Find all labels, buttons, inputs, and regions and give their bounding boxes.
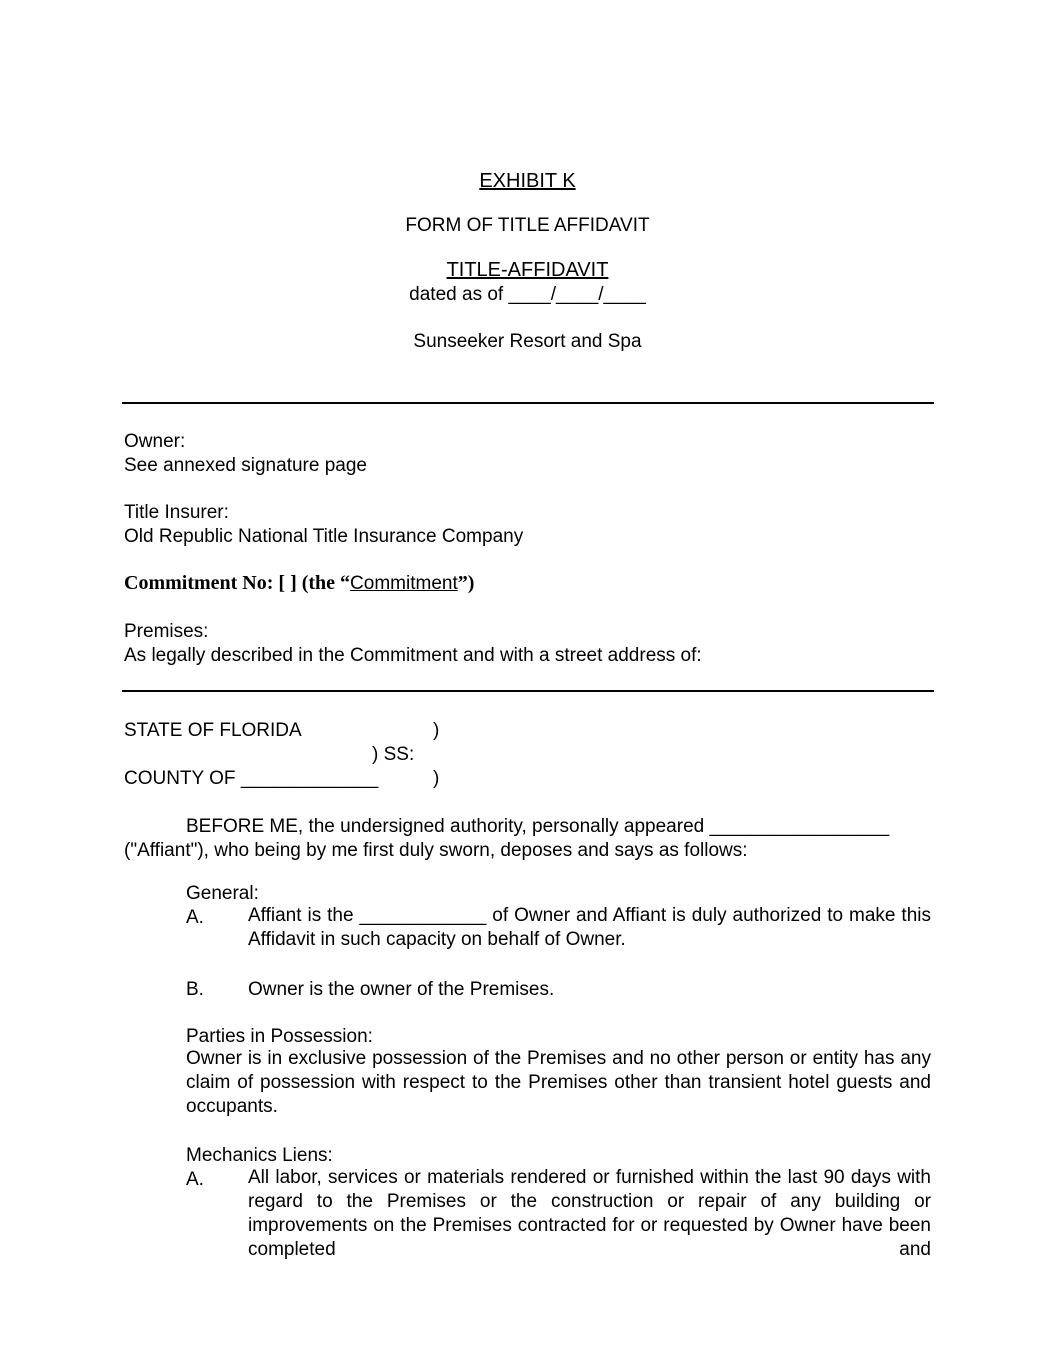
property-name: Sunseeker Resort and Spa <box>413 331 642 352</box>
document-title: TITLE-AFFIDAVIT <box>446 259 609 281</box>
dated-line: dated as of ____/____/____ <box>409 284 646 305</box>
commitment-prefix: Commitment No: [ ] (the “ <box>124 572 351 594</box>
form-title: FORM OF TITLE AFFIDAVIT <box>405 215 650 236</box>
intro-line-2: ("Affiant"), who being by me first duly sworn, deposes and says as follows: <box>124 840 748 861</box>
owner-value: See annexed signature page <box>124 455 367 476</box>
premises-value: As legally described in the Commitment and with a street address of: <box>124 645 702 666</box>
state-line: STATE OF FLORIDA <box>124 720 302 741</box>
mechanics-a-text: All labor, services or materials rendered or furnished within the last 90 days with regard to the Premises or the construction or repair of any building or improvements on the Premises contracted for or requested by Owner have been completed and <box>248 1167 931 1260</box>
bottom-rule <box>122 690 934 692</box>
commitment-suffix: ”) <box>457 572 475 594</box>
general-a-marker: A. <box>186 907 204 928</box>
possession-heading: Parties in Possession: <box>186 1026 373 1047</box>
intro-line-1: BEFORE ME, the undersigned authority, personally appeared _________________ <box>186 816 890 837</box>
general-a-text: Affiant is the ____________ of Owner and Affiant is duly authorized to make this Affidavit in such capacity on behalf of Owner. <box>248 905 931 950</box>
county-line: COUNTY OF _____________ <box>124 768 379 789</box>
owner-label: Owner: <box>124 431 186 452</box>
mechanics-a-marker: A. <box>186 1169 204 1190</box>
possession-text: Owner is in exclusive possession of the Premises and no other person or entity has any claim of possession with respect to the Premises other than transient hotel guests and occupants. <box>186 1048 931 1117</box>
general-b-text: Owner is the owner of the Premises. <box>248 979 555 1000</box>
venue-paren-1: ) <box>433 720 440 741</box>
general-b-marker: B. <box>186 979 204 1000</box>
commitment-line <box>124 573 474 593</box>
exhibit-heading: EXHIBIT K <box>479 170 576 192</box>
mechanics-heading: Mechanics Liens: <box>186 1145 333 1166</box>
premises-label: Premises: <box>124 621 209 642</box>
venue-paren-2: ) <box>433 768 440 789</box>
general-heading: General: <box>186 883 259 904</box>
ss-marker: ) SS: <box>372 744 415 765</box>
top-rule <box>122 402 934 404</box>
commitment-word: Commitment <box>350 573 458 594</box>
insurer-label: Title Insurer: <box>124 502 229 523</box>
insurer-value: Old Republic National Title Insurance Company <box>124 526 524 547</box>
